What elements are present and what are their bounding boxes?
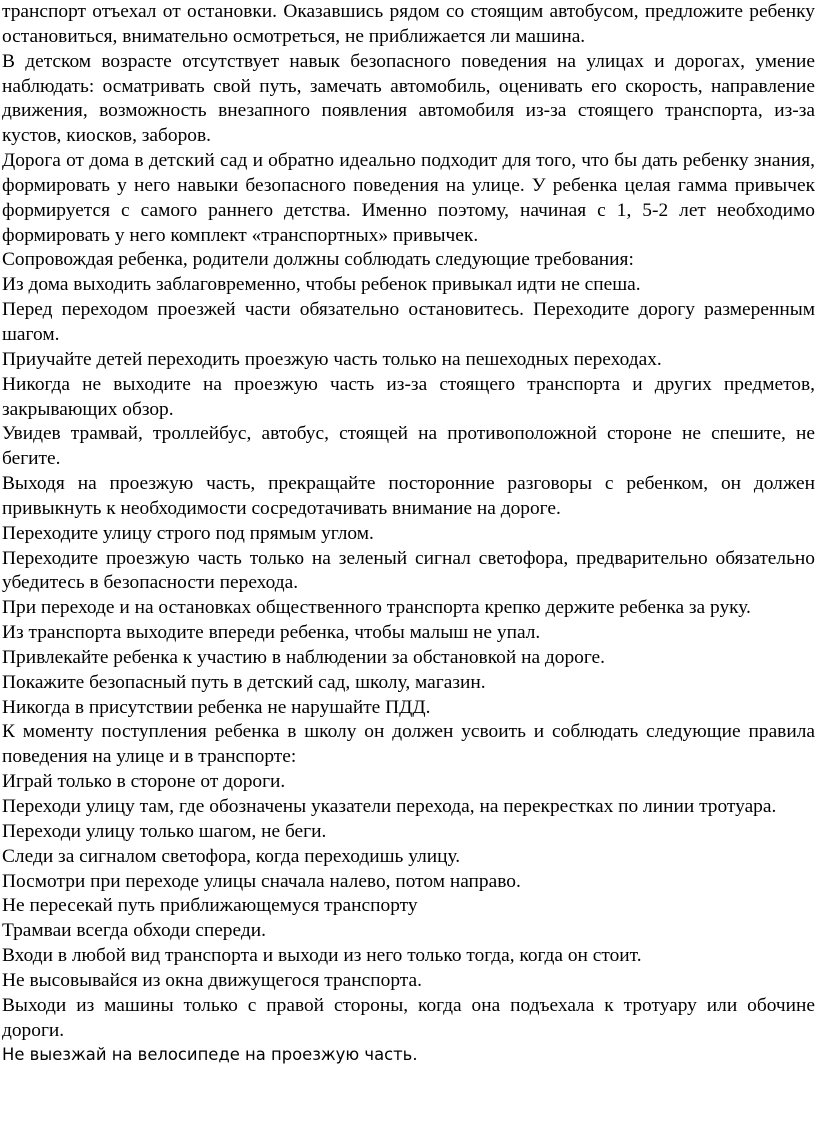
- child-rule-no-leaning-out: Не высовывайся из окна движущегося транспорта.: [2, 969, 422, 991]
- rule-exit-first: Из транспорта выходите впереди ребенка, чтобы малыш не упал.: [2, 622, 541, 644]
- paragraph-road-habits: Дорога от дома в детский сад и обратно идеально подходит для того, что бы дать ребенку знания, формировать у него навыки безопасного поведения на улице. У ребенка целая гамма привычек формируется с самого раннего детства. Именно поэтому, начиная с 1, 5-2 лет необходимо формировать у него комплект «транспортных» привычек.: [2, 150, 815, 246]
- rule-pedestrian-crossings: Приучайте детей переходить проезжую часть только на пешеходных переходах.: [2, 348, 662, 370]
- rule-show-safe-path: Покажите безопасный путь в детский сад, школу, магазин.: [2, 671, 486, 693]
- child-rule-cross-marked: Переходи улицу там, где обозначены указатели перехода, на перекрестках по линии тротуара.: [2, 796, 777, 817]
- rule-do-not-rush: Увидев трамвай, троллейбус, автобус, стоящей на противоположной стороне не спешите, не бегите.: [2, 423, 815, 470]
- paragraph-childhood-skills: В детском возрасте отсутствует навык безопасного поведения на улицах и дорогах, умение наблюдать: осматривать свой путь, замечать автомобиль, оценивать его скорость, направление движения, возможность внезапного появления автомобиля из-за стоящего транспорта, из-за кустов, киосков, заборов.: [2, 50, 815, 147]
- rule-standing-transport: Никогда не выходите на проезжую часть из-за стоящего транспорта и других предметов, закрывающих обзор.: [2, 373, 815, 420]
- rule-hold-hand: При переходе и на остановках общественного транспорта крепко держите ребенка за руку.: [2, 597, 751, 619]
- child-rule-walk: Переходи улицу только шагом, не беги.: [2, 820, 327, 842]
- rule-never-break-rules: Никогда в присутствии ребенка не нарушайте ПДД.: [2, 696, 431, 718]
- rule-leave-early: Из дома выходить заблаговременно, чтобы ребенок привыкал идти не спеша.: [2, 274, 641, 296]
- child-rule-look-left-right: Посмотри при переходе улицы сначала налево, потом направо.: [2, 870, 521, 892]
- child-rule-do-not-cross-path: Не пересекай путь приближающемуся транспорту: [2, 895, 418, 917]
- rule-stop-conversations: Выходя на проезжую часть, прекращайте посторонние разговоры с ребенком, он должен привыкнуть к необходимости сосредотачивать внимание на дороге.: [2, 473, 815, 519]
- child-rule-no-bicycle-road: Не выезжай на велосипеде на проезжую часть.: [2, 1045, 418, 1065]
- child-rule-enter-when-stopped: Входи в любой вид транспорта и выходи из него только тогда, когда он стоит.: [2, 945, 642, 967]
- rule-stop-before-crossing: Перед переходом проезжей части обязательно остановитесь. Переходите дорогу размеренным шагом.: [2, 299, 815, 345]
- child-rule-play-away: Играй только в стороне от дороги.: [2, 771, 286, 793]
- paragraph-school-rules-intro: К моменту поступления ребенка в школу он должен усвоить и соблюдать следующие правила поведения на улице и в транспорте:: [2, 721, 815, 768]
- rule-green-signal: Переходите проезжую часть только на зеленый сигнал светофора, предварительно обязательно убедитесь в безопасности перехода.: [2, 547, 815, 594]
- rule-right-angle: Переходите улицу строго под прямым углом.: [2, 522, 374, 544]
- child-rule-tram-front: Трамваи всегда обходи спереди.: [2, 920, 266, 942]
- child-rule-traffic-light: Следи за сигналом светофора, когда переходишь улицу.: [2, 845, 461, 867]
- paragraph-parent-requirements-intro: Сопровождая ребенка, родители должны соблюдать следующие требования:: [2, 249, 634, 271]
- child-rule-exit-right-side: Выходи из машины только с правой стороны, когда она подъехала к тротуару или обочине дороги.: [2, 994, 815, 1041]
- paragraph-continuation: транспорт отъехал от остановки. Оказавшись рядом со стоящим автобусом, предложите ребенку остановиться, внимательно осмотреться, не приближается ли машина.: [2, 1, 815, 47]
- rule-involve-child: Привлекайте ребенка к участию в наблюдении за обстановкой на дороге.: [2, 646, 606, 668]
